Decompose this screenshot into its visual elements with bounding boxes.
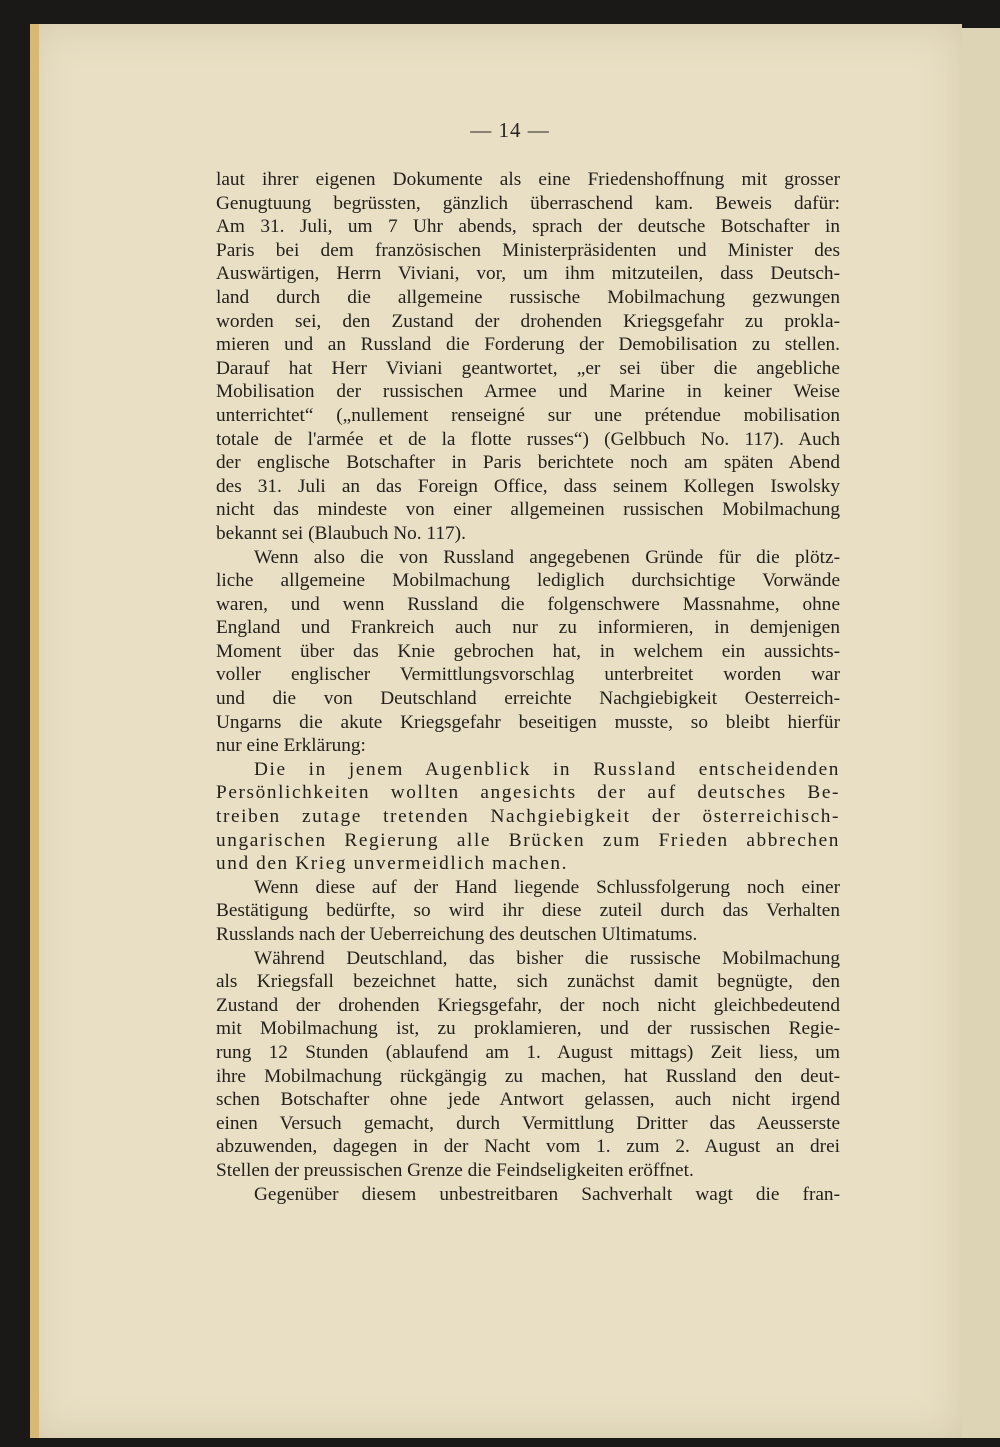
text-line: Ungarns die akute Kriegsgefahr beseitigen musste, so bleibt hierfür (216, 711, 840, 733)
text-line: ihre Mobilmachung rückgängig zu machen, hat Russland den deut- (216, 1065, 840, 1087)
text-line: und die von Deutschland erreichte Nachgiebigkeit Oesterreich- (216, 688, 840, 710)
text-line: abzuwenden, dagegen in der Nacht vom 1. zum 2. August an drei (216, 1136, 840, 1158)
text-line: rung 12 Stunden (ablaufend am 1. August mittags) Zeit liess, um (216, 1041, 840, 1063)
paragraph (216, 1183, 840, 1207)
paragraph (216, 947, 840, 1183)
text-line: unterrichtet“ („nullement renseigné sur une prétendue mobilisation (216, 404, 840, 426)
paragraph (216, 546, 840, 758)
text-line: mit Mobilmachung ist, zu proklamieren, und der russischen Regie- (216, 1018, 840, 1040)
text-line: waren, und wenn Russland die folgenschwere Massnahme, ohne (216, 593, 840, 615)
text-line: laut ihrer eigenen Dokumente als eine Friedenshoffnung mit grosser (216, 169, 840, 190)
text-line: Paris bei dem französischen Ministerpräsidenten und Minister des (216, 239, 840, 261)
text-line: als Kriegsfall bezeichnet hatte, sich zunächst damit begnügte, den (216, 971, 840, 993)
text-line: land durch die allgemeine russische Mobilmachung gezwungen (216, 286, 840, 308)
text-line: nur eine Erklärung: (216, 735, 366, 757)
text-line: Mobilisation der russischen Armee und Marine in keiner Weise (216, 381, 840, 403)
body-text (216, 168, 840, 1206)
page-gutter-edge (30, 24, 39, 1438)
text-line: Russlands nach der Ueberreichung des deutschen Ultimatums. (216, 924, 698, 945)
text-line: mieren und an Russland die Forderung der Demobilisation zu stellen. (216, 334, 840, 356)
page-number: — 14 — (470, 118, 550, 142)
text-line: der englische Botschafter in Paris berichtete noch am späten Abend (216, 452, 840, 474)
text-line: einen Versuch gemacht, durch Vermittlung Dritter das Aeusserste (216, 1112, 840, 1134)
text-line: Wenn diese auf der Hand liegende Schlussfolgerung noch einer (254, 876, 840, 898)
text-line: Stellen der preussischen Grenze die Feindseligkeiten eröffnet. (216, 1159, 694, 1181)
text-line: Wenn also die von Russland angegebenen Gründe für die plötz- (254, 546, 840, 568)
text-line: treiben zutage tretenden Nachgiebigkeit der österreichisch- (216, 806, 840, 828)
text-line: Darauf hat Herr Viviani geantwortet, „er sei über die angebliche (216, 357, 840, 379)
paragraph (216, 168, 840, 546)
text-line: totale de l'armée et de la flotte russes“) (Gelbbuch No. 117). Auch (216, 428, 840, 450)
paragraph (216, 876, 840, 947)
text-line: Zustand der drohenden Kriegsgefahr, der noch nicht gleichbedeutend (216, 994, 840, 1016)
text-line: Moment über das Knie gebrochen hat, in welchem ein aussichts- (216, 640, 840, 662)
text-line: Genugtuung begrüssten, gänzlich überraschend kam. Beweis dafür: (216, 192, 840, 214)
text-line: Die in jenem Augenblick in Russland entscheidenden (254, 758, 840, 780)
paragraph (216, 758, 840, 876)
text-line: liche allgemeine Mobilmachung lediglich durchsichtige Vorwände (216, 570, 840, 592)
text-line: Während Deutschland, das bisher die russische Mobilmachung (254, 947, 840, 969)
text-line: Persönlichkeiten wollten angesichts der auf deutsches Be- (216, 782, 840, 804)
text-line: Bestätigung bedürfte, so wird ihr diese zuteil durch das Verhalten (216, 900, 840, 922)
text-line: Gegenüber diesem unbestreitbaren Sachverhalt wagt die fran- (254, 1183, 840, 1205)
text-line: bekannt sei (Blaubuch No. 117). (216, 522, 466, 544)
text-line: schen Botschafter ohne jede Antwort gelassen, auch nicht irgend (216, 1089, 840, 1111)
text-line: des 31. Juli an das Foreign Office, dass seinem Kollegen Iswolsky (216, 475, 840, 497)
text-line: worden sei, den Zustand der drohenden Kriegsgefahr zu prokla- (216, 310, 840, 332)
text-line: nicht das mindeste von einer allgemeinen russischen Mobilmachung (216, 499, 840, 521)
text-line: und den Krieg unvermeidlich machen. (216, 853, 569, 875)
text-line: Auswärtigen, Herrn Viviani, vor, um ihm mitzuteilen, dass Deutsch- (216, 263, 840, 285)
text-line: England und Frankreich auch nur zu informieren, in demjenigen (216, 617, 840, 639)
text-line: Am 31. Juli, um 7 Uhr abends, sprach der deutsche Botschafter in (216, 216, 840, 238)
text-line: ungarischen Regierung alle Brücken zum Frieden abbrechen (216, 829, 840, 851)
text-line: voller englischer Vermittlungsvorschlag unterbreitet worden war (216, 664, 840, 686)
